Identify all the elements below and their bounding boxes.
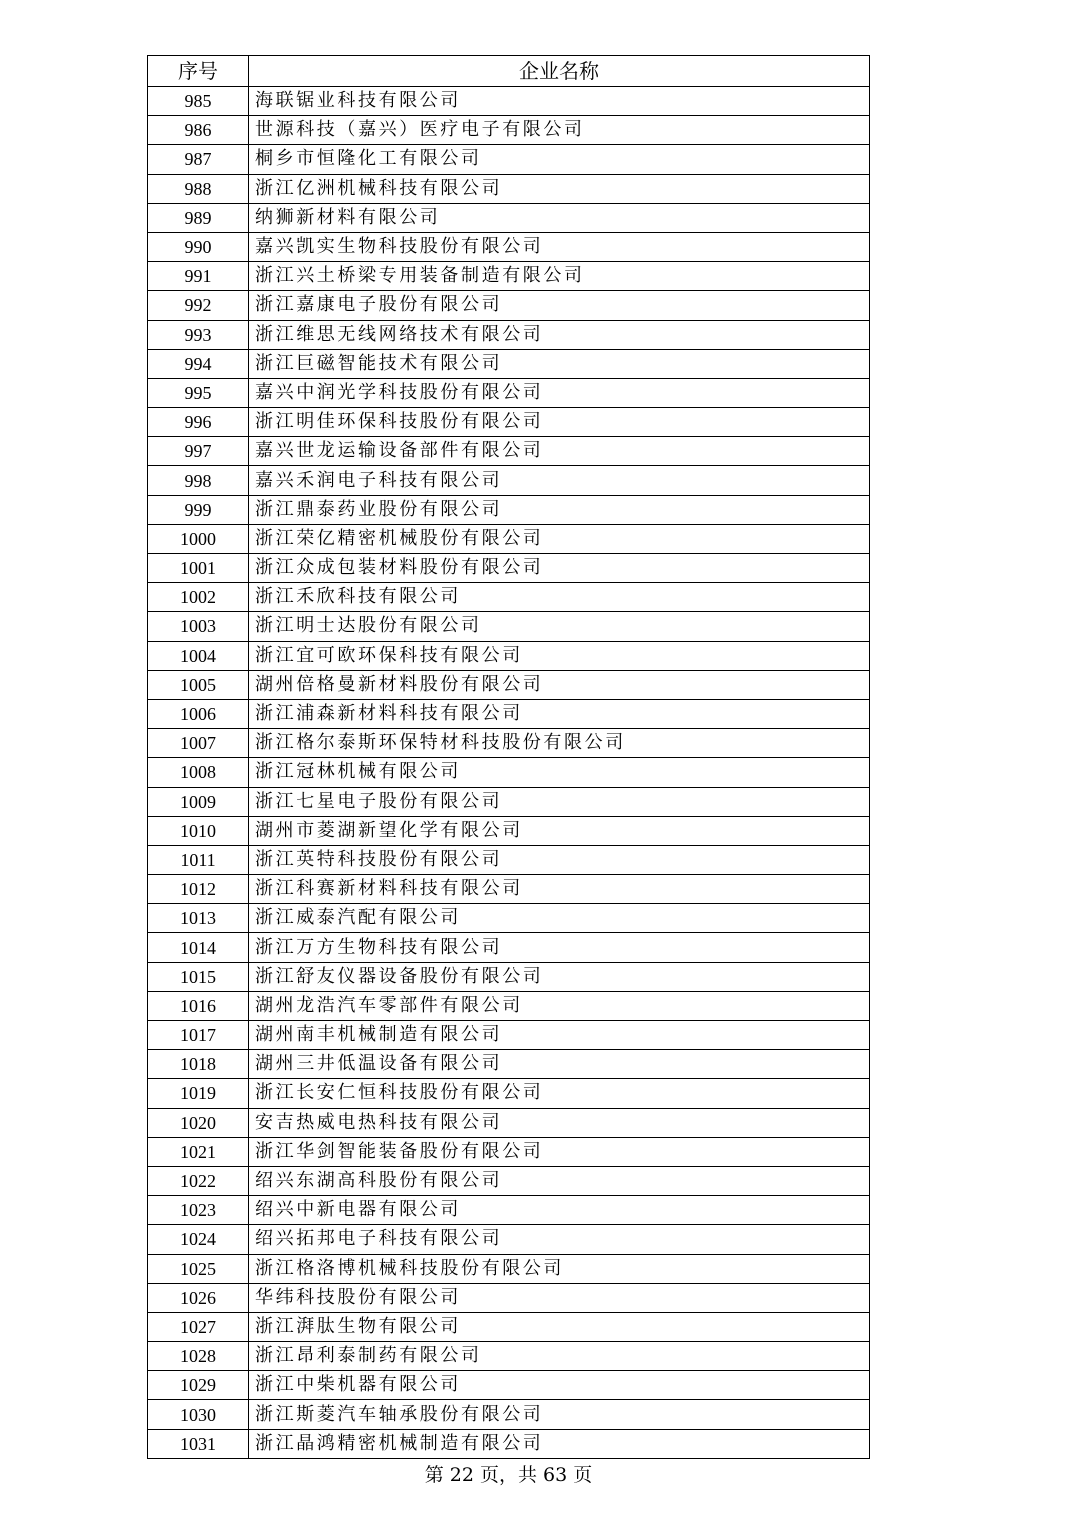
table-row (148, 612, 870, 641)
table-row (148, 524, 870, 553)
table-row (148, 145, 870, 174)
table-row (148, 1371, 870, 1400)
table-row (148, 1400, 870, 1429)
enterprise-name-cell: 浙江斯菱汽车轴承股份有限公司 (249, 1400, 870, 1429)
table-row (148, 816, 870, 845)
serial-number-cell: 996 (148, 408, 249, 437)
serial-number-cell: 1026 (148, 1283, 249, 1312)
enterprise-name-cell: 浙江华剑智能装备股份有限公司 (249, 1137, 870, 1166)
enterprise-name-cell: 浙江众成包装材料股份有限公司 (249, 554, 870, 583)
serial-number-cell: 1000 (148, 524, 249, 553)
enterprise-name-cell: 浙江格尔泰斯环保特材科技股份有限公司 (249, 729, 870, 758)
table-row (148, 641, 870, 670)
enterprise-name-cell: 浙江威泰汽配有限公司 (249, 904, 870, 933)
table-row (148, 1429, 870, 1458)
enterprise-table (147, 55, 870, 1459)
enterprise-name-cell: 海联锯业科技有限公司 (249, 87, 870, 116)
serial-number-cell: 991 (148, 262, 249, 291)
enterprise-name-cell: 浙江科赛新材料科技有限公司 (249, 875, 870, 904)
table-row (148, 583, 870, 612)
enterprise-name-cell: 世源科技（嘉兴）医疗电子有限公司 (249, 116, 870, 145)
enterprise-name-cell: 浙江格洛博机械科技股份有限公司 (249, 1254, 870, 1283)
serial-number-cell: 1011 (148, 845, 249, 874)
table-row (148, 1166, 870, 1195)
table-row (148, 378, 870, 407)
serial-number-cell: 1024 (148, 1225, 249, 1254)
serial-number-cell: 1006 (148, 699, 249, 728)
table-row (148, 787, 870, 816)
table-row (148, 466, 870, 495)
table-row (148, 1342, 870, 1371)
table-header (148, 56, 870, 87)
table-row (148, 991, 870, 1020)
table-row (148, 554, 870, 583)
enterprise-name-cell: 湖州南丰机械制造有限公司 (249, 1021, 870, 1050)
table-row (148, 1021, 870, 1050)
enterprise-name-cell: 浙江英特科技股份有限公司 (249, 845, 870, 874)
serial-number-cell: 992 (148, 291, 249, 320)
table-row (148, 758, 870, 787)
serial-number-cell: 1004 (148, 641, 249, 670)
table-row (148, 203, 870, 232)
table-row (148, 962, 870, 991)
serial-number-cell: 986 (148, 116, 249, 145)
table-row (148, 729, 870, 758)
serial-number-cell: 999 (148, 495, 249, 524)
serial-number-cell: 1022 (148, 1166, 249, 1195)
enterprise-name-cell: 浙江嘉康电子股份有限公司 (249, 291, 870, 320)
serial-number-cell: 1012 (148, 875, 249, 904)
enterprise-name-cell: 浙江万方生物科技有限公司 (249, 933, 870, 962)
table-row (148, 1137, 870, 1166)
table-row (148, 495, 870, 524)
enterprise-name-cell: 浙江禾欣科技有限公司 (249, 583, 870, 612)
table-row (148, 1225, 870, 1254)
serial-number-cell: 1017 (148, 1021, 249, 1050)
serial-number-cell: 995 (148, 378, 249, 407)
serial-number-cell: 1025 (148, 1254, 249, 1283)
table-row (148, 1254, 870, 1283)
serial-number-cell: 1029 (148, 1371, 249, 1400)
enterprise-name-cell: 嘉兴世龙运输设备部件有限公司 (249, 437, 870, 466)
table-row (148, 116, 870, 145)
table-row (148, 1108, 870, 1137)
serial-number-cell: 994 (148, 349, 249, 378)
enterprise-name-cell: 浙江湃肽生物有限公司 (249, 1312, 870, 1341)
enterprise-name-cell: 浙江中柴机器有限公司 (249, 1371, 870, 1400)
enterprise-name-cell: 浙江兴土桥梁专用装备制造有限公司 (249, 262, 870, 291)
enterprise-name-cell: 浙江七星电子股份有限公司 (249, 787, 870, 816)
enterprise-name-cell: 湖州市菱湖新望化学有限公司 (249, 816, 870, 845)
table-row (148, 845, 870, 874)
serial-number-cell: 998 (148, 466, 249, 495)
serial-number-cell: 993 (148, 320, 249, 349)
table-row (148, 291, 870, 320)
enterprise-name-cell: 浙江亿洲机械科技有限公司 (249, 174, 870, 203)
table-body (148, 87, 870, 1459)
serial-number-cell: 1003 (148, 612, 249, 641)
page-number-footer: 第 22 页，共 63 页 (424, 1464, 593, 1486)
table-row (148, 320, 870, 349)
serial-number-cell: 1009 (148, 787, 249, 816)
table-row (148, 87, 870, 116)
serial-number-cell: 1002 (148, 583, 249, 612)
serial-number-cell: 1031 (148, 1429, 249, 1458)
enterprise-name-cell: 绍兴中新电器有限公司 (249, 1196, 870, 1225)
serial-number-cell: 1028 (148, 1342, 249, 1371)
table-row (148, 408, 870, 437)
enterprise-name-cell: 纳狮新材料有限公司 (249, 203, 870, 232)
table-row (148, 232, 870, 261)
column-header-serial-no: 序号 (148, 56, 249, 87)
enterprise-name-cell: 浙江昂利泰制药有限公司 (249, 1342, 870, 1371)
header-row (148, 56, 870, 87)
table-row (148, 437, 870, 466)
table-row (148, 1283, 870, 1312)
table-row (148, 1050, 870, 1079)
enterprise-name-cell: 华纬科技股份有限公司 (249, 1283, 870, 1312)
enterprise-name-cell: 嘉兴中润光学科技股份有限公司 (249, 378, 870, 407)
enterprise-name-cell: 浙江维思无线网络技术有限公司 (249, 320, 870, 349)
enterprise-name-cell: 浙江长安仁恒科技股份有限公司 (249, 1079, 870, 1108)
serial-number-cell: 1008 (148, 758, 249, 787)
column-header-enterprise-name: 企业名称 (249, 56, 870, 87)
serial-number-cell: 985 (148, 87, 249, 116)
enterprise-name-cell: 浙江冠林机械有限公司 (249, 758, 870, 787)
table-row (148, 670, 870, 699)
serial-number-cell: 997 (148, 437, 249, 466)
serial-number-cell: 1016 (148, 991, 249, 1020)
enterprise-name-cell: 湖州倍格曼新材料股份有限公司 (249, 670, 870, 699)
enterprise-name-cell: 嘉兴凯实生物科技股份有限公司 (249, 232, 870, 261)
serial-number-cell: 1027 (148, 1312, 249, 1341)
table-row (148, 1312, 870, 1341)
table-row (148, 349, 870, 378)
table-row (148, 1079, 870, 1108)
serial-number-cell: 1007 (148, 729, 249, 758)
table-row (148, 875, 870, 904)
enterprise-name-cell: 湖州龙浩汽车零部件有限公司 (249, 991, 870, 1020)
serial-number-cell: 989 (148, 203, 249, 232)
enterprise-name-cell: 浙江明佳环保科技股份有限公司 (249, 408, 870, 437)
serial-number-cell: 1005 (148, 670, 249, 699)
table-row (148, 1196, 870, 1225)
serial-number-cell: 1020 (148, 1108, 249, 1137)
enterprise-name-cell: 浙江晶鸿精密机械制造有限公司 (249, 1429, 870, 1458)
enterprise-name-cell: 绍兴拓邦电子科技有限公司 (249, 1225, 870, 1254)
enterprise-name-cell: 绍兴东湖高科股份有限公司 (249, 1166, 870, 1195)
enterprise-name-cell: 浙江荣亿精密机械股份有限公司 (249, 524, 870, 553)
enterprise-name-cell: 浙江舒友仪器设备股份有限公司 (249, 962, 870, 991)
enterprise-name-cell: 湖州三井低温设备有限公司 (249, 1050, 870, 1079)
enterprise-name-cell: 浙江巨磁智能技术有限公司 (249, 349, 870, 378)
table-row (148, 904, 870, 933)
enterprise-name-cell: 嘉兴禾润电子科技有限公司 (249, 466, 870, 495)
serial-number-cell: 1001 (148, 554, 249, 583)
serial-number-cell: 990 (148, 232, 249, 261)
table-row (148, 699, 870, 728)
table-row (148, 174, 870, 203)
serial-number-cell: 1014 (148, 933, 249, 962)
serial-number-cell: 1030 (148, 1400, 249, 1429)
serial-number-cell: 1013 (148, 904, 249, 933)
serial-number-cell: 1023 (148, 1196, 249, 1225)
serial-number-cell: 1018 (148, 1050, 249, 1079)
table-row (148, 262, 870, 291)
enterprise-name-cell: 浙江宜可欧环保科技有限公司 (249, 641, 870, 670)
serial-number-cell: 987 (148, 145, 249, 174)
enterprise-name-cell: 浙江鼎泰药业股份有限公司 (249, 495, 870, 524)
serial-number-cell: 1010 (148, 816, 249, 845)
serial-number-cell: 1015 (148, 962, 249, 991)
enterprise-name-cell: 浙江明士达股份有限公司 (249, 612, 870, 641)
serial-number-cell: 988 (148, 174, 249, 203)
enterprise-name-cell: 浙江浦森新材料科技有限公司 (249, 699, 870, 728)
enterprise-name-cell: 桐乡市恒隆化工有限公司 (249, 145, 870, 174)
table-row (148, 933, 870, 962)
serial-number-cell: 1021 (148, 1137, 249, 1166)
serial-number-cell: 1019 (148, 1079, 249, 1108)
enterprise-name-cell: 安吉热威电热科技有限公司 (249, 1108, 870, 1137)
